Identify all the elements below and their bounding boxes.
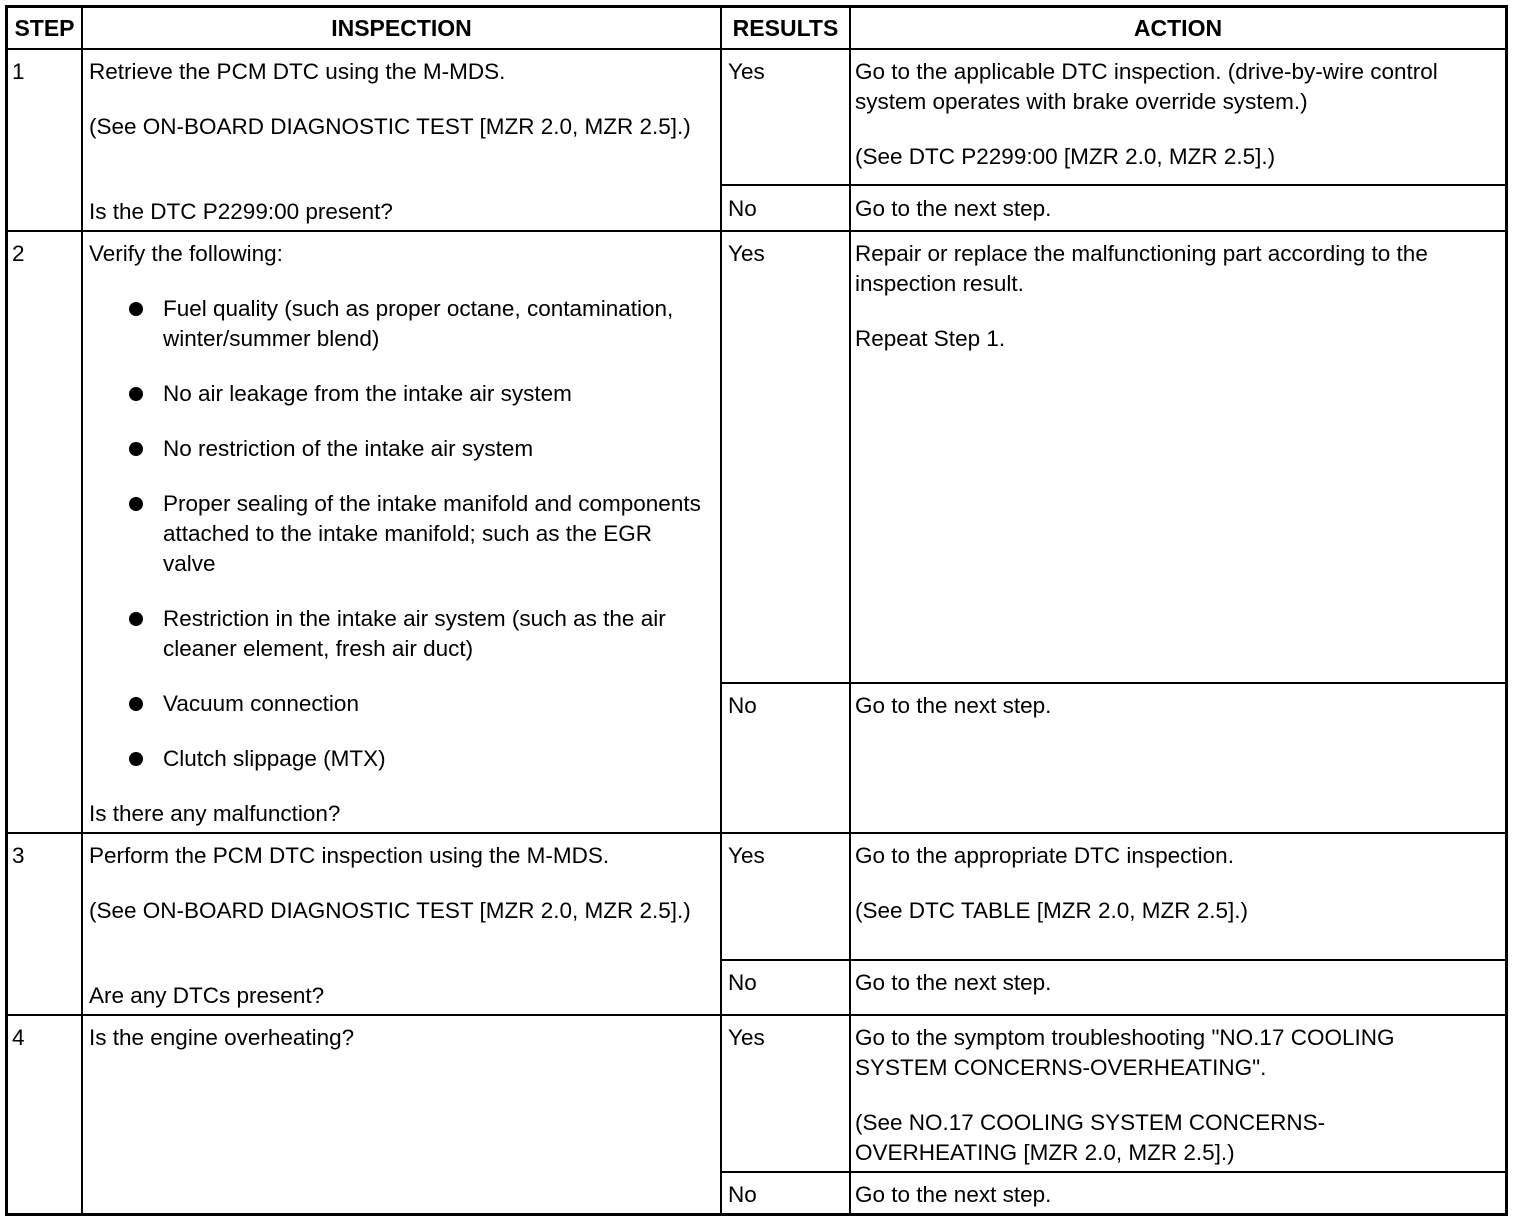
action-reference: (See DTC P2299:00 [MZR 2.0, MZR 2.5].)	[855, 144, 1276, 169]
result-divider	[720, 959, 1505, 961]
inspection-text: Perform the PCM DTC inspection using the M-MDS.	[89, 843, 610, 868]
header-results: RESULTS	[732, 15, 839, 41]
action-no: Go to the next step.	[855, 970, 1052, 995]
bullet-icon	[129, 302, 143, 316]
col-divider	[720, 8, 722, 1213]
checklist-item: No restriction of the intake air system	[129, 434, 709, 464]
result-yes: Yes	[728, 59, 765, 84]
row-divider	[8, 230, 1505, 232]
result-yes: Yes	[728, 241, 765, 266]
bullet-icon	[129, 442, 143, 456]
action-no: Go to the next step.	[855, 196, 1052, 221]
checklist-item: Clutch slippage (MTX)	[129, 744, 709, 774]
inspection-cell	[89, 57, 709, 142]
inspection-cell	[89, 239, 709, 829]
checklist-item: No air leakage from the intake air system	[129, 379, 709, 409]
result-no: No	[728, 1182, 757, 1207]
row-divider	[8, 832, 1505, 834]
inspection-text: Verify the following:	[89, 241, 283, 266]
inspection-question: Is the DTC P2299:00 present?	[89, 199, 393, 224]
result-yes: Yes	[728, 1025, 765, 1050]
header-step: STEP	[14, 15, 75, 41]
action-yes	[855, 1023, 1480, 1168]
result-divider	[720, 1171, 1505, 1173]
bullet-icon	[129, 497, 143, 511]
action-yes	[855, 239, 1500, 354]
checklist-item: Fuel quality (such as proper octane, contamination, winter/summer blend)	[129, 294, 709, 354]
inspection-reference: (See ON-BOARD DIAGNOSTIC TEST [MZR 2.0, MZR 2.5].)	[89, 898, 691, 923]
inspection-reference: (See ON-BOARD DIAGNOSTIC TEST [MZR 2.0, MZR 2.5].)	[89, 114, 691, 139]
header-action: ACTION	[1133, 15, 1223, 41]
action-text: Repair or replace the malfunctioning part according to the inspection result.	[855, 241, 1428, 296]
row-divider	[8, 48, 1505, 50]
action-text: Go to the appropriate DTC inspection.	[855, 843, 1234, 868]
action-no: Go to the next step.	[855, 1182, 1052, 1207]
inspection-question: Are any DTCs present?	[89, 983, 325, 1008]
step-number: 4	[12, 1025, 25, 1050]
result-no: No	[728, 970, 757, 995]
troubleshooting-table	[5, 5, 1508, 1216]
col-divider	[849, 8, 851, 1213]
bullet-icon	[129, 387, 143, 401]
step-number: 1	[12, 59, 25, 84]
checklist-item: Restriction in the intake air system (such as the air cleaner element, fresh air duct)	[129, 604, 709, 664]
result-no: No	[728, 693, 757, 718]
action-reference: (See DTC TABLE [MZR 2.0, MZR 2.5].)	[855, 898, 1249, 923]
bullet-icon	[129, 752, 143, 766]
result-no: No	[728, 196, 757, 221]
action-text: Go to the applicable DTC inspection. (drive-by-wire control system operates with brake override system.)	[855, 59, 1438, 114]
row-divider	[8, 1014, 1505, 1016]
header-inspection: INSPECTION	[331, 15, 472, 41]
checklist-item: Proper sealing of the intake manifold and components attached to the intake manifold; such as the EGR valve	[129, 489, 709, 579]
action-text: Go to the symptom troubleshooting "NO.17 COOLING SYSTEM CONCERNS-OVERHEATING".	[855, 1025, 1395, 1080]
result-divider	[720, 184, 1505, 186]
action-no: Go to the next step.	[855, 693, 1052, 718]
inspection-text: Retrieve the PCM DTC using the M-MDS.	[89, 59, 506, 84]
inspection-question: Is the engine overheating?	[89, 1025, 355, 1050]
bullet-icon	[129, 612, 143, 626]
action-yes	[855, 841, 1495, 926]
bullet-icon	[129, 697, 143, 711]
action-reference: (See NO.17 COOLING SYSTEM CONCERNS-OVERHEATING [MZR 2.0, MZR 2.5].)	[855, 1110, 1326, 1165]
col-divider	[81, 8, 83, 1213]
step-number: 3	[12, 843, 25, 868]
result-divider	[720, 682, 1505, 684]
checklist-item: Vacuum connection	[129, 689, 709, 719]
action-yes	[855, 57, 1495, 172]
action-text: Repeat Step 1.	[855, 326, 1006, 351]
inspection-cell	[89, 841, 709, 926]
result-yes: Yes	[728, 843, 765, 868]
step-number: 2	[12, 241, 25, 266]
inspection-question: Is there any malfunction?	[89, 801, 341, 826]
